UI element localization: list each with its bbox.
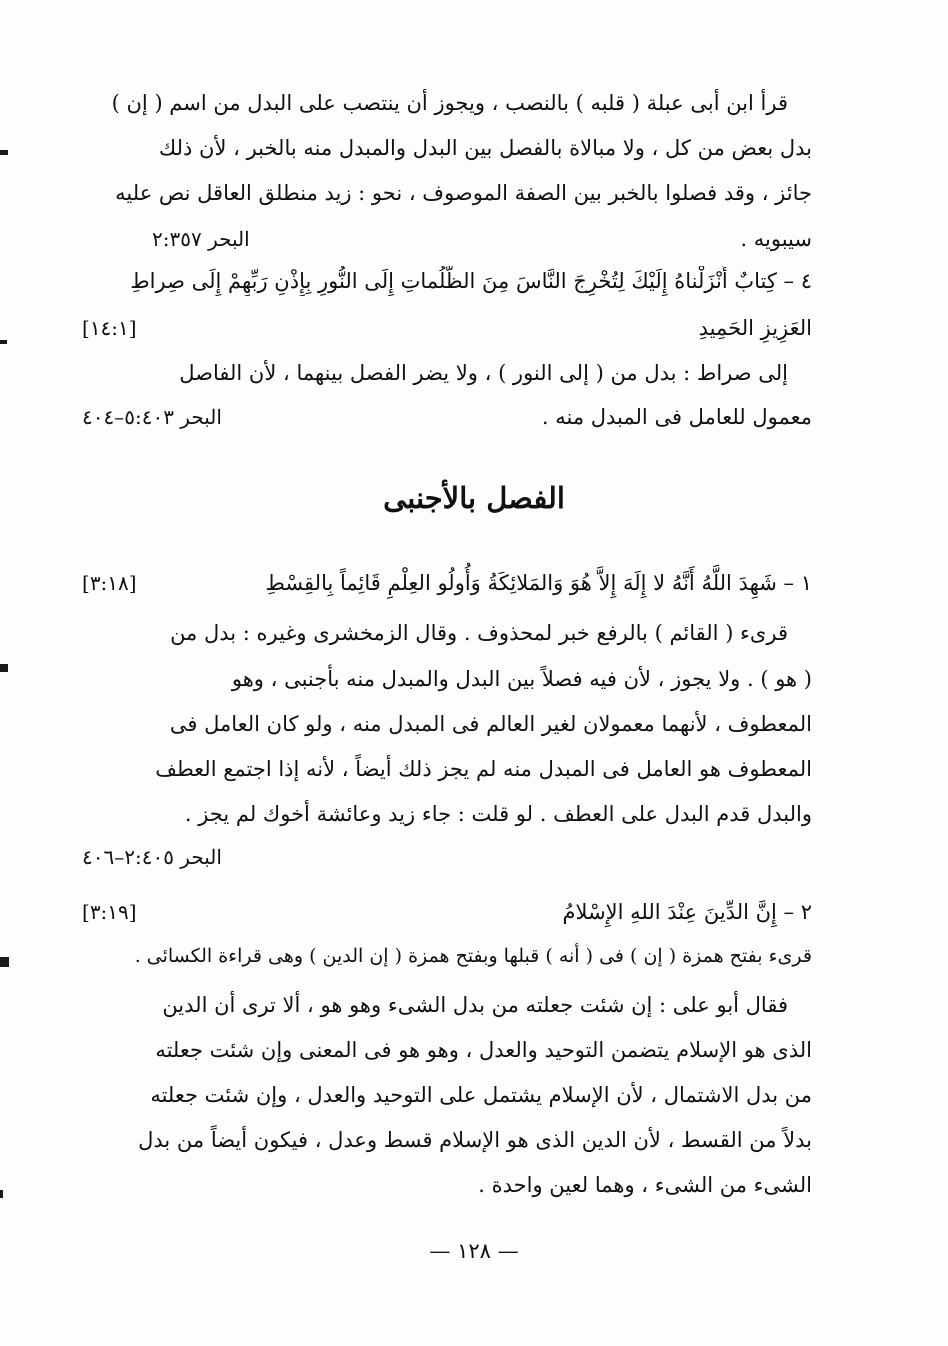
verse-line: العَزِيزِ الحَمِيدِ — [698, 316, 812, 340]
text-line: فقال أبو على : إن شئت جعلته من بدل الشىء وهو هو ، ألا ترى أن الدين — [162, 993, 788, 1017]
text-line: بدل بعض من كل ، ولا مبالاة بالفصل بين البدل والمبدل منه بالخبر ، لأن ذلك — [158, 136, 812, 160]
text-line: جائز ، وقد فصلوا بالخبر بين الصفة الموصوف ، نحو : زيد منطلق العاقل نص عليه — [115, 181, 812, 205]
verse-reference: [٣:١٨] — [82, 571, 137, 595]
scan-mark — [0, 664, 8, 672]
verse-reference: [٣:١٩] — [82, 900, 137, 924]
scan-mark — [0, 150, 8, 155]
scan-mark — [0, 340, 7, 344]
text-line: الذى هو الإسلام يتضمن التوحيد والعدل ، وهو هو فى المعنى وإن شئت جعلته — [155, 1038, 812, 1062]
section-heading: الفصل بالأجنبى — [383, 481, 565, 515]
source-reference: البحر ٥:٤٠٣–٤٠٤ — [82, 405, 222, 429]
text-line: قرأ ابن أبى عبلة ( قلبه ) بالنصب ، ويجوز أن ينتصب على البدل من اسم ( إن ) — [111, 91, 788, 115]
verse-line: ٤ – كِتابٌ أَنْزَلْناهُ إِلَيْكَ لِتُخْرِجَ النَّاسَ مِنَ الظُّلُماتِ إِلَى النُّورِ بِإِذْنِ رَبِّهِمْ إِلَى صِراطِ — [130, 269, 812, 293]
text-line: المعطوف ، لأنهما معمولان لغير العالم فى المبدل منه ، ولو كان العامل فى — [169, 712, 812, 736]
verse-line: ٢ – إِنَّ الدِّينَ عِنْدَ اللهِ الإِسْلامُ — [562, 900, 812, 924]
text-line: المعطوف هو العامل فى المبدل منه لم يجز ذلك أيضاً ، لأنه إذا اجتمع العطف — [155, 757, 812, 781]
text-line-with-reference — [82, 224, 812, 254]
text-line: بدلاً من القسط ، لأن الدين الذى هو الإسلام قسط وعدل ، فيكون أيضاً من بدل — [138, 1128, 812, 1152]
verse-line-with-reference — [82, 897, 812, 927]
text-line-with-reference — [82, 402, 812, 432]
verse-line-with-reference — [82, 568, 812, 598]
page-number: — ١٢٨ — — [429, 1239, 519, 1263]
text-line: إلى صراط : بدل من ( إلى النور ) ، ولا يضر الفصل بينهما ، لأن الفاصل — [179, 361, 788, 385]
text-line: من بدل الاشتمال ، لأن الإسلام يشتمل على التوحيد والعدل ، وإن شئت جعلته — [150, 1083, 812, 1107]
verse-line: ١ – شَهِدَ اللَّهُ أَنَّهُ لا إِلَهَ إِلاَّ هُوَ وَالمَلائِكَةُ وَأُولُو العِلْمِ قَائِماً بِالقِسْطِ — [265, 571, 812, 595]
text-line: قرىء بفتح همزة ( إن ) فى ( أنه ) قبلها وبفتح همزة ( إن الدين ) وهى قراءة الكسائى . — [134, 945, 812, 967]
text-line: معمول للعامل فى المبدل منه . — [541, 405, 812, 429]
scan-mark — [0, 1190, 3, 1198]
source-reference: البحر ٢:٤٠٥–٤٠٦ — [82, 845, 222, 869]
text-line: والبدل قدم البدل على العطف . لو قلت : جاء زيد وعائشة أخوك لم يجز . — [184, 802, 812, 826]
text-line: ( هو ) . ولا يجوز ، لأن فيه فصلاً بين البدل والمبدل منه بأجنبى ، وهو — [231, 667, 812, 691]
verse-reference: [١٤:١] — [82, 316, 137, 340]
text-line: سيبويه . — [740, 227, 812, 251]
text-line: قرىء ( القائم ) بالرفع خبر لمحذوف . وقال الزمخشرى وغيره : بدل من — [170, 621, 788, 645]
scan-mark — [0, 957, 9, 967]
text-line: الشىء من الشىء ، وهما لعين واحدة . — [478, 1173, 812, 1197]
verse-line-with-reference — [82, 313, 812, 343]
source-reference: البحر ٢:٣٥٧ — [152, 227, 250, 251]
